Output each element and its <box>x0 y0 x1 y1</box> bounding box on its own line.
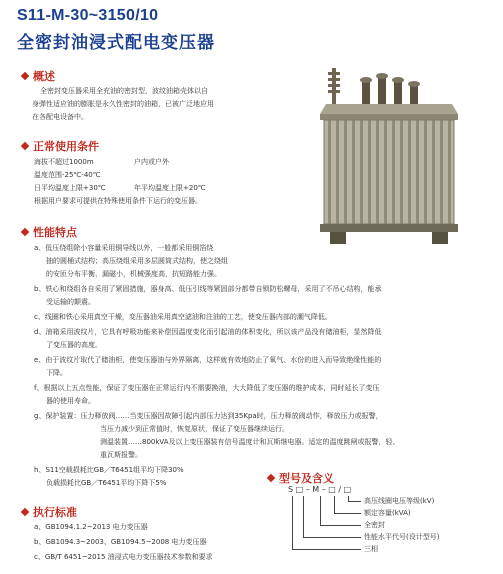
conditions-heading: 正常使用条件 <box>22 138 99 154</box>
model-title: S11-M-30~3150/10 <box>17 7 159 24</box>
bracket-line <box>292 549 361 550</box>
bracket-line <box>292 496 293 550</box>
diamond-bullet-icon <box>267 474 275 482</box>
feature-item-b-line: 受运输的颠震。 <box>46 298 95 306</box>
features-heading: 性能特点 <box>22 224 77 240</box>
model-code: S □ – M – □ / □ <box>288 485 352 494</box>
diamond-bullet-icon <box>21 508 29 516</box>
overview-heading: 概述 <box>22 68 55 84</box>
feature-item-d: d、油箱采用波纹片，它具有呼吸功能来补偿因温度变化而引起油的体积变化，所以该产品没有储油柜，显然降低 <box>34 328 382 336</box>
temp-range-text: 温度范围-25℃-40℃ <box>34 171 101 179</box>
conditions-note: 根据用户要求可提供在特殊使用条件下运行的变压器。 <box>34 197 202 205</box>
feature-item-a: a、低压绕组除小容量采用铜导线以外，一般都采用铜箔绕 <box>34 244 214 252</box>
feature-item-f-line: 器的使用寿命。 <box>46 397 95 405</box>
feature-item-a-line: 的安匝分布平衡，漏磁小，机械强度高，抗短路能力强。 <box>46 270 221 278</box>
standard-item: b、GB1094.3~2003、GB1094.5~2008 电力变压器 <box>34 538 207 546</box>
feature-item-g-line: 重瓦斯报警。 <box>100 451 142 459</box>
location-text: 户内或户外 <box>134 158 169 166</box>
daily-max-text: 日平均温度上限+30℃ <box>34 184 106 192</box>
feature-item-h: h、S11空载损耗比GB／T6451组平均下降30% <box>34 466 184 474</box>
feature-item-h-line: 负载损耗比GB／T6451平均下降下5% <box>46 479 167 487</box>
product-title: 全密封油浸式配电变压器 <box>17 33 215 53</box>
meaning-three-phase: 三相 <box>364 545 378 553</box>
feature-item-c: c、线圈和铁心采用真空干燥，变压器油采用真空滤油和注油的工艺，使变压器内部的潮气降低。 <box>34 313 332 321</box>
feature-item-d-line: 了变压器的高度。 <box>46 341 102 349</box>
overview-line: 在各配电设备中。 <box>32 113 88 121</box>
feature-item-a-line: 抽的圆桶式结构；高压绕组采用多层圆筒式结构，使之绕组 <box>46 257 228 265</box>
meaning-capacity: 额定容量(kVA) <box>364 509 411 517</box>
standard-item: c、GB/T 6451~2015 油浸式电力变压器技术参数和要求 <box>34 553 213 561</box>
bracket-line <box>303 496 304 538</box>
standard-item: a、GB1094.1.2~2013 电力变压器 <box>34 523 148 531</box>
bracket-line <box>303 537 361 538</box>
bracket-line <box>334 513 361 514</box>
feature-item-g-line: 测温装置……800kVA及以上变压器装有信号温度计和瓦斯继电器。适定的温度跳闸或报警，轻、 <box>100 438 400 446</box>
meaning-performance: 性能水平代号(设计型号) <box>364 533 440 541</box>
diamond-bullet-icon <box>21 72 29 80</box>
bracket-line <box>348 501 361 502</box>
diamond-bullet-icon <box>21 228 29 236</box>
bracket-line <box>320 496 321 526</box>
altitude-text: 海拔不超过1000m <box>34 158 94 166</box>
diamond-bullet-icon <box>21 142 29 150</box>
standards-heading: 执行标准 <box>22 504 77 520</box>
meaning-sealed: 全密封 <box>364 521 385 529</box>
bracket-line <box>334 496 335 514</box>
feature-item-e-line: 下降。 <box>46 369 67 377</box>
feature-item-f: f、根据以上五点性能，保证了变压器在正常运行内不需要换油，大大降低了变压器的维护成本，同时延长了变压 <box>34 384 380 392</box>
yearly-max-text: 年平均温度上限+20℃ <box>134 184 206 192</box>
overview-line: 身弹性适应油的膨胀是永久性密封的油箱，已被广泛地应用 <box>32 100 214 108</box>
feature-item-e: e、由于波纹片取代了储油柜，使变压器油与外界隔离，这样就有效地防止了氧气、水份的进入而导致绝缘性能的 <box>34 356 382 364</box>
transformer-image <box>320 60 460 250</box>
feature-item-g: g、保护装置：压力释放阀……当变压器因故障引起内部压力达到35Kpa时，压力释放阀动作，释放压力或报警， <box>34 412 383 420</box>
overview-line: 全密封变压器采用全充油的密封型，波纹油箱壳体以自 <box>40 87 208 95</box>
bracket-line <box>320 525 361 526</box>
model-code-heading: 型号及含义 <box>268 470 334 486</box>
feature-item-b: b、铁心和绕组各自采用了紧固措施，器身高、低压引线等紧固部分都带自锁防松螺母，采用了不吊心结构，能承 <box>34 285 382 293</box>
feature-item-g-line: 当压力减少到正常值时，恢复原状，保证了变压器继续运行。 <box>100 425 289 433</box>
meaning-voltage: 高压线圈电压等级(kV) <box>364 497 435 505</box>
